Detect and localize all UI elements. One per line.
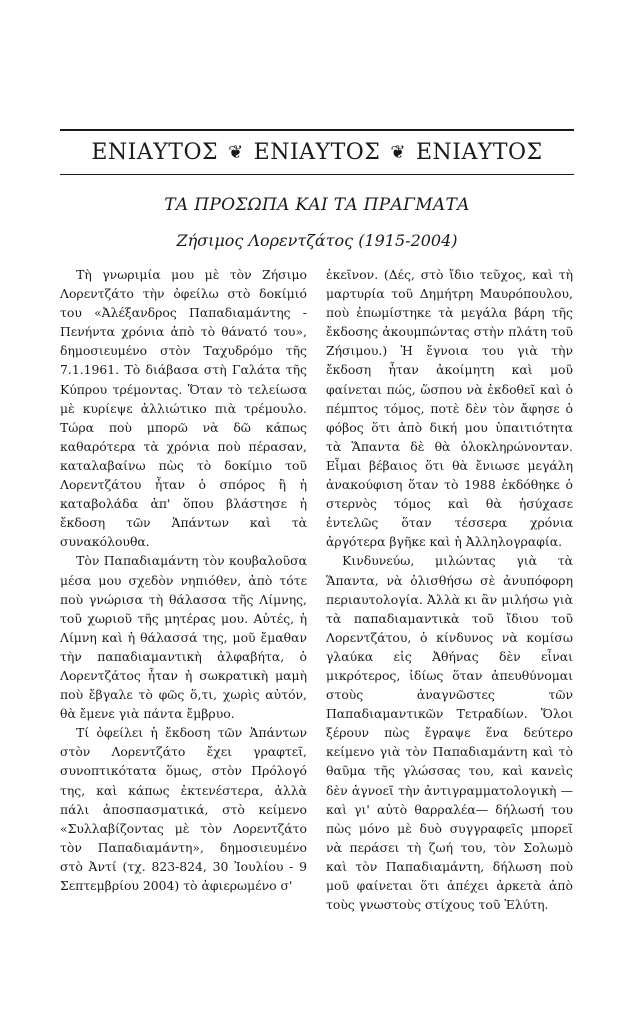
paragraph: Τὸν Παπαδιαμάντη τὸν κουβαλοῦσα μέσα μου σχεδὸν νηπιόθεν, ἀπὸ τότε ποὺ γνώρισα τὴ θάλασσα τῆς Λίμνης, τοῦ χωριοῦ τῆς μητέρας μου. Αὐτές, ἡ Λίμνη καὶ ἡ θάλασσά της, μοῦ ἔμαθαν τὴν παπαδιαμαντικὴ ἀλφαβήτα, ὁ Λορεντζάτος ἦταν ἡ σωκρατικὴ μαμὴ ποὺ ἔβγαλε τὸ φῶς ὅ,τι, χωρὶς αὐτόν, θὰ ἔμενε γιὰ πάντα ἔμβρυο. (60, 553, 307, 722)
header-top-rule (60, 129, 574, 131)
paragraph: Τὴ γνωριμία μου μὲ τὸν Ζήσιμο Λορεντζάτο τὴν ὀφείλω στὸ δοκίμιό του «Ἀλέξανδρος Παπαδιαμάντης - Πενήντα χρόνια ἀπὸ τὸ θάνατό του», δημοσιευμένο στὸν Ταχυδρόμο τῆς 7.1.1961. Τὸ διάβασα στὴ Γαλάτα τῆς Κύπρου τρέμοντας. Ὅταν τὸ τελείωσα μὲ κυρίεψε ἀλλιώτικο πιὰ τρέμουλο. Τώρα ποὺ μπορῶ νὰ δῶ κάπως καθαρότερα τὰ χρόνια ποὺ πέρασαν, καταλαβαίνω πὼς τὸ δοκίμιο τοῦ Λορεντζάτου ἦταν ὁ σπόρος ἢ ἡ καταβολάδα ἀπ' ὅπου βλάστησε ἡ ἔκδοση τῶν Ἁπάντων καὶ τὰ συνακόλουθα. (60, 267, 307, 550)
header-word: ΕΝΙΑΥΤΟΣ (253, 139, 381, 165)
left-column (60, 265, 307, 895)
ornament-icon: ❦ (390, 141, 406, 163)
ornament-icon: ❦ (228, 141, 244, 163)
header-word: ΕΝΙΑΥΤΟΣ (415, 139, 543, 165)
right-column (326, 265, 573, 914)
article-subtitle: Ζήσιμος Λορεντζάτος (1915-2004) (176, 231, 458, 250)
running-header (60, 133, 574, 171)
paragraph: Τί ὀφείλει ἡ ἔκδοση τῶν Ἁπάντων στὸν Λορεντζάτο ἔχει γραφτεῖ, συνοπτικότατα ὅμως, στὸν Πρόλογό της, καὶ κάπως ἐκτενέστερα, ἀλλὰ πάλι ἀποσπασματικά, στὸ κείμενο «Συλλαβίζοντας μὲ τὸν Λορεντζάτο τὸν Παπαδιαμάντη», δημοσιευμένο στὸ Ἀντί (τχ. 823-824, 30 Ἰουλίου - 9 Σεπτεμβρίου 2004) τὸ ἀφιερωμένο σ' (60, 725, 307, 893)
paragraph: ἐκεῖνον. (Δές, στὸ ἴδιο τεῦχος, καὶ τὴ μαρτυρία τοῦ Δημήτρη Μαυρόπουλου, ποὺ ἐπωμίστηκε τὰ μεγάλα βάρη τῆς ἔκδοσης ἀκουμπώντας στὴν πλάτη τοῦ Ζήσιμου.) Ἡ ἔγνοια του γιὰ τὴν ἔκδοση ἦταν ἀκοίμητη καὶ μοῦ φαίνεται πώς, ὥσπου νὰ ἐκδοθεῖ καὶ ὁ πέμπτος τόμος, ποτὲ δὲν τὸν ἄφησε ὁ φόβος ὅτι ἀπὸ δική μου ὑπαιτιότητα τὰ Ἅπαντα δὲ θὰ ὁλοκληρώνονταν. Εἶμαι βέβαιος ὅτι θὰ ἔνιωσε μεγάλη ἀνακούφιση ὅταν τὸ 1988 ἐκδόθηκε ὁ στερνὸς τόμος καὶ θὰ ἡσύχασε ἐντελῶς ὅταν τέσσερα χρόνια ἀργότερα βγῆκε καὶ ἡ Ἀλληλογραφία. (326, 267, 573, 550)
paragraph: Κινδυνεύω, μιλώντας γιὰ τὰ Ἅπαντα, νὰ ὀλισθήσω σὲ ἀνυπόφορη περιαυτολογία. Ἀλλὰ κι ἂν μιλήσω γιὰ τὰ παπαδιαμαντικὰ τοῦ ἴδιου τοῦ Λορεντζάτου, ὁ κίνδυνος νὰ κομίσω γλαύκα εἰς Ἀθήνας δὲν εἶναι μικρότερος, ἰδίως ὅταν ἀπευθύνομαι στοὺς ἀναγνῶστες τῶν Παπαδιαμαντικῶν Τετραδίων. Ὅλοι ξέρουν πὼς ἔγραψε ἕνα δεύτερο κείμενο γιὰ τὸν Παπαδιαμάντη καὶ τὸ θαῦμα τῆς γλώσσας του, καὶ κανεὶς δὲν ἀγνοεῖ τὴν ἀντιγραμματολογικὴ —καὶ γι' αὐτὸ θαρραλέα— δήλωσή του πὼς μόνο μὲ δυὸ συγγραφεῖς μπορεῖ νὰ περάσει τὴ ζωή του, τὸν Σολωμὸ καὶ τὸν Παπαδιαμάντη, δήλωση ποὺ μοῦ φαίνεται ὅτι ἀπέχει ἀρκετὰ ἀπὸ τοὺς γνωστοὺς στίχους τοῦ Ἐλύτη. (326, 553, 573, 913)
header-word: ΕΝΙΑΥΤΟΣ (91, 139, 219, 165)
article-title: ΤΑ ΠΡΟΣΩΠΑ ΚΑΙ ΤΑ ΠΡΑΓΜΑΤΑ (164, 195, 470, 215)
header-bottom-rule (60, 174, 574, 175)
